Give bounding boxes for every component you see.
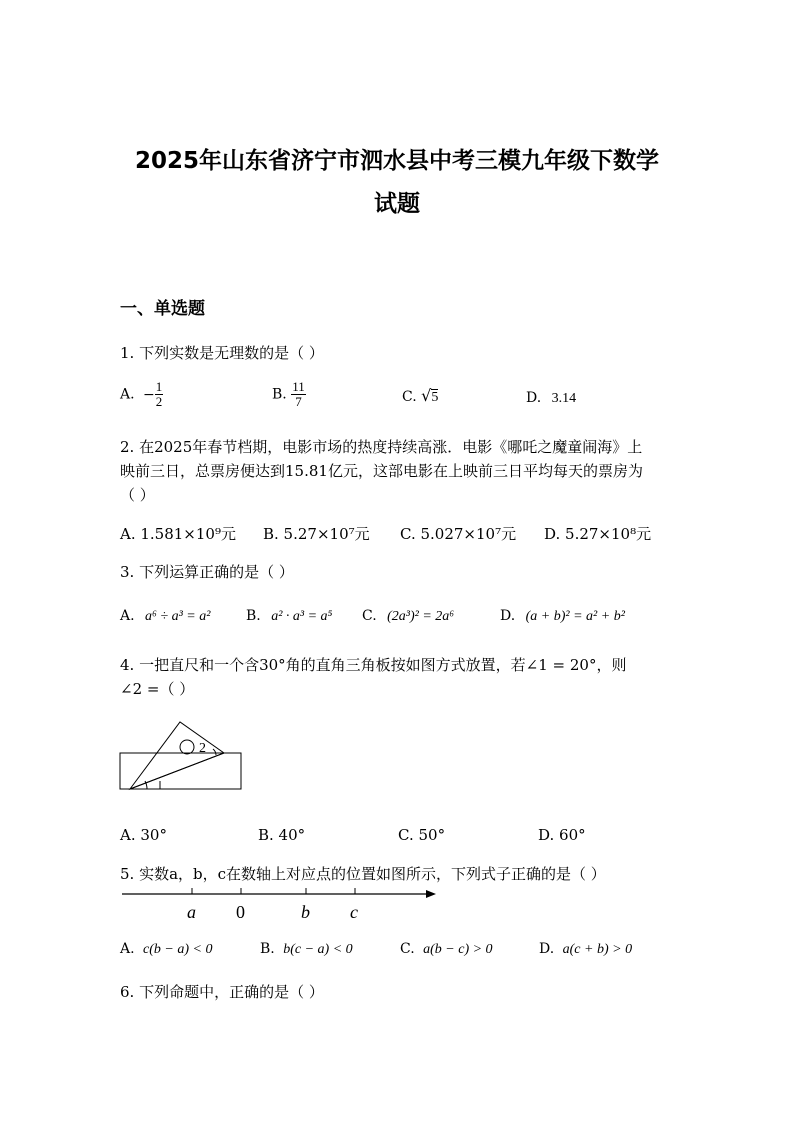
option-expression: a(b − c) > 0 xyxy=(423,942,493,957)
numerator: 1 xyxy=(155,379,163,394)
option-expression: (2a³)² = 2a⁶ xyxy=(387,609,455,624)
question-3-option-d xyxy=(500,608,625,625)
question-2-stem-line2: 映前三日，总票房便达到15.81亿元，这部电影在上映前三日平均每天的票房为 xyxy=(120,462,643,480)
number-line-label-b: b xyxy=(301,902,310,922)
ruler-triangle-figure xyxy=(115,715,250,795)
option-label: A. xyxy=(120,608,135,624)
question-4-option-a: A. 30° xyxy=(120,826,167,844)
radical-sign: √ xyxy=(421,386,432,405)
question-5-option-b xyxy=(260,941,353,958)
denominator: 2 xyxy=(155,394,163,409)
question-3-stem: 3. 下列运算正确的是（ ） xyxy=(120,563,294,581)
ruler xyxy=(120,753,241,789)
question-2-option-d: D. 5.27×10⁸元 xyxy=(544,525,652,543)
question-1-option-d xyxy=(526,390,576,407)
option-expression: b(c − a) < 0 xyxy=(283,942,353,957)
fraction xyxy=(291,380,306,409)
question-2-option-c: C. 5.027×10⁷元 xyxy=(400,525,517,543)
question-1-option-c xyxy=(402,386,438,406)
option-expression: (a + b)² = a² + b² xyxy=(525,609,625,624)
denominator: 7 xyxy=(295,394,302,409)
question-2-stem-line3: （ ） xyxy=(120,486,155,504)
angle-2-label: 2 xyxy=(199,741,206,756)
option-label: B. xyxy=(272,386,287,403)
question-3-option-b xyxy=(246,608,332,625)
option-label: D. xyxy=(526,390,542,406)
page-title-line2: 试题 xyxy=(374,191,420,217)
question-5-stem: 5. 实数a，b，c在数轴上对应点的位置如图所示，下列式子正确的是（ ） xyxy=(120,865,606,883)
question-5-option-d xyxy=(539,941,632,958)
option-label: D. xyxy=(500,608,516,624)
option-label: B. xyxy=(246,608,261,624)
question-2-option-b: B. 5.27×10⁷元 xyxy=(263,525,370,543)
option-value: 3.14 xyxy=(551,391,577,406)
page-title: 2025年山东省济宁市泗水县中考三模九年级下数学 xyxy=(134,148,659,174)
number-line-label-c: c xyxy=(350,902,358,922)
radicand: 5 xyxy=(431,390,439,405)
question-4-stem-line2: ∠2 =（ ） xyxy=(120,680,195,698)
angle-1-marker xyxy=(180,740,194,754)
question-1-option-b xyxy=(272,380,306,409)
question-5-option-c xyxy=(400,941,493,958)
question-2-stem-line1: 2. 在2025年春节档期，电影市场的热度持续高涨．电影《哪吒之魔童闹海》上 xyxy=(120,438,643,456)
numerator: 11 xyxy=(292,379,305,394)
fraction xyxy=(155,380,164,409)
option-expression: a⁶ ÷ a³ = a² xyxy=(145,609,211,624)
option-expression: c(b − a) < 0 xyxy=(143,942,213,957)
hypotenuse-line xyxy=(130,753,224,789)
question-4-stem-line1: 4. 一把直尺和一个含30°角的直角三角板按如图方式放置，若∠1 = 20°，则 xyxy=(120,656,627,674)
question-3-option-c xyxy=(362,608,454,625)
option-label: D. xyxy=(539,941,555,957)
option-label: C. xyxy=(362,608,377,624)
question-4-option-c: C. 50° xyxy=(398,826,446,844)
option-label: B. xyxy=(260,941,275,957)
question-2-option-a: A. 1.581×10⁹元 xyxy=(120,525,236,543)
option-expression: a² · a³ = a⁵ xyxy=(271,609,333,624)
question-1-stem: 1. 下列实数是无理数的是（ ） xyxy=(120,344,324,362)
angle-2-arc xyxy=(213,749,216,755)
option-label: C. xyxy=(400,941,415,957)
option-label: C. xyxy=(402,389,417,405)
question-6-stem: 6. 下列命题中，正确的是（ ） xyxy=(120,983,324,1001)
question-5-option-a xyxy=(120,941,212,958)
number-line-label-a: a xyxy=(187,902,196,922)
question-1-option-a xyxy=(120,380,163,409)
question-3-option-a xyxy=(120,608,210,625)
minus-sign: − xyxy=(143,386,155,403)
option-label: A. xyxy=(120,941,135,957)
question-4-option-b: B. 40° xyxy=(258,826,306,844)
section-heading: 一、单选题 xyxy=(120,299,205,319)
number-line-label-0: 0 xyxy=(236,902,245,922)
question-4-option-d: D. 60° xyxy=(538,826,586,844)
number-line xyxy=(118,884,443,904)
option-expression: a(c + b) > 0 xyxy=(562,942,633,957)
option-label: A. xyxy=(120,386,135,403)
set-square xyxy=(130,722,224,789)
arrow-right-icon xyxy=(426,890,436,898)
